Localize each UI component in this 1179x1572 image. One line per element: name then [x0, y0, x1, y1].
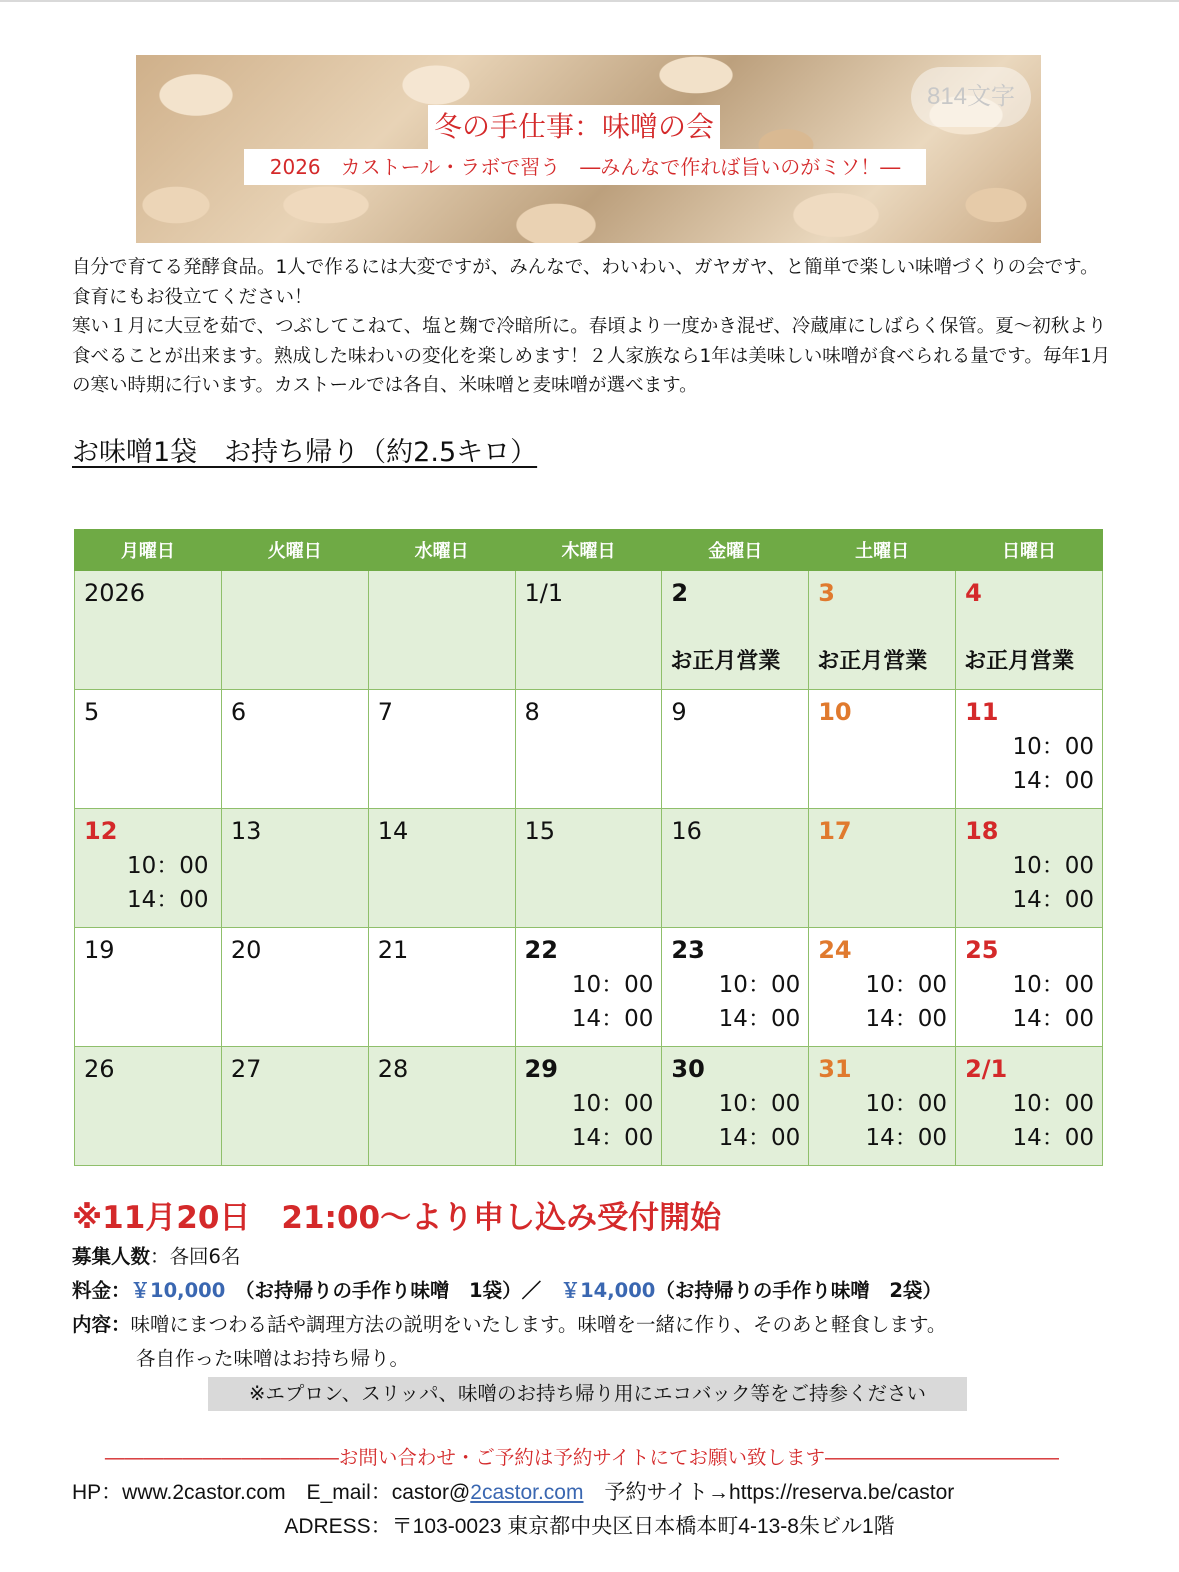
calendar-day-cell	[662, 1047, 809, 1166]
day-number: 30	[671, 1055, 705, 1083]
header-banner-image	[136, 55, 1041, 243]
day-number: 1/1	[524, 579, 564, 607]
email-domain-link[interactable]: 2castor.com	[470, 1481, 584, 1504]
calendar-day-cell	[956, 1047, 1103, 1166]
day-number: 9	[671, 698, 687, 726]
session-times: 10：00 14：00	[865, 972, 948, 1032]
calendar-day-cell	[75, 1047, 222, 1166]
calendar-day-cell	[809, 809, 956, 928]
top-divider	[0, 0, 1179, 2]
contact-divider-text: ――――――――――――お問い合わせ・ご予約は予約サイトにてお願い致します――――――――――――	[104, 1446, 1060, 1469]
calendar-day-cell	[809, 690, 956, 809]
event-title: 冬の手仕事：味噌の会	[428, 105, 720, 149]
hp-email-text: HP：www.2castor.com E_mail：castor@	[72, 1481, 471, 1504]
day-number: 3	[818, 579, 835, 607]
day-number: 29	[524, 1055, 558, 1083]
day-number: 26	[84, 1055, 115, 1083]
calendar-header-row	[75, 530, 1103, 571]
price-one-bag: ￥10,000	[130, 1279, 226, 1302]
calendar-day-cell	[515, 690, 662, 809]
calendar-day-cell	[956, 928, 1103, 1047]
calendar-day-cell	[221, 809, 368, 928]
section-heading: お味噌1袋 お持ち帰り（約2.5キロ）	[72, 437, 538, 468]
calendar-day-cell	[662, 928, 809, 1047]
intro-paragraph: 自分で育てる発酵食品。1人で作るには大変ですが、みんなで、わいわい、ガヤガヤ、と簡単で楽しい味噌づくりの会です。食育にもお役立てください！	[72, 257, 1099, 308]
calendar-day-cell	[221, 571, 368, 690]
calendar-day-cell	[515, 809, 662, 928]
event-subtitle: 2026 カストール・ラボで習う ―みんなで作れば旨いのがミソ！―	[244, 149, 926, 185]
calendar-day-cell	[662, 809, 809, 928]
fee-line	[72, 1274, 942, 1308]
day-number: 25	[965, 936, 999, 964]
day-number: 19	[84, 936, 115, 964]
calendar-day-cell	[368, 1047, 515, 1166]
day-number: 21	[377, 936, 409, 964]
day-number: 2026	[84, 579, 146, 607]
calendar-day-cell	[368, 571, 515, 690]
calendar-week-row	[75, 690, 1103, 809]
session-times: 10：00 14：00	[718, 972, 801, 1032]
day-number: 10	[818, 698, 852, 726]
weekday-header: 日曜日	[956, 530, 1103, 571]
calendar-week-row	[75, 928, 1103, 1047]
bring-items-note: ※エプロン、スリッパ、味噌のお持ち帰り用にエコバック等をご持参ください	[208, 1377, 967, 1411]
day-number: 8	[524, 698, 540, 726]
footer-contacts	[72, 1478, 954, 1508]
weekday-header: 月曜日	[75, 530, 222, 571]
calendar-day-cell	[956, 690, 1103, 809]
calendar-day-cell	[368, 690, 515, 809]
day-number: 11	[965, 698, 999, 726]
intro-text	[72, 253, 1112, 401]
price-two-desc: （お持帰りの手作り味噌 2袋）	[655, 1279, 942, 1302]
day-number: 24	[818, 936, 852, 964]
new-year-hours-note: お正月営業	[670, 649, 781, 674]
capacity-value: 各回6名	[169, 1245, 241, 1268]
capacity-sep: ：	[150, 1245, 170, 1268]
day-number: 2/1	[965, 1055, 1008, 1083]
day-number: 14	[377, 817, 409, 845]
calendar-day-cell	[221, 690, 368, 809]
calendar-day-cell	[515, 1047, 662, 1166]
session-times: 10：00 14：00	[865, 1091, 948, 1151]
weekday-header: 水曜日	[368, 530, 515, 571]
calendar-day-cell	[368, 809, 515, 928]
calendar-day-cell	[662, 690, 809, 809]
session-times: 10：00 14：00	[571, 972, 654, 1032]
calendar-week-row	[75, 1047, 1103, 1166]
registration-announcement: ※11月20日 21:00〜より申し込み受付開始	[72, 1200, 722, 1236]
day-number: 5	[84, 698, 100, 726]
reservation-site-text: 予約サイト→https://reserva.be/castor	[583, 1481, 955, 1504]
session-times: 10：00 14：00	[571, 1091, 654, 1151]
day-number: 27	[230, 1055, 262, 1083]
calendar-day-cell	[368, 928, 515, 1047]
day-number: 13	[230, 817, 262, 845]
intro-paragraph: 寒い１月に大豆を茹で、つぶしてこねて、塩と麹で冷暗所に。春頃より一度かき混ぜ、冷蔵庫にしばらく保管。夏〜初秋より食べることが出来ます。熟成した味わいの変化を楽しめます！２人家族なら1年は美味しい味噌が食べられる量です。毎年1月の寒い時期に行います。カストールでは各自、米味噌と麦味噌が選べます。	[72, 316, 1111, 396]
day-number: 17	[818, 817, 852, 845]
day-number: 18	[965, 817, 999, 845]
calendar-day-cell	[75, 690, 222, 809]
day-number: 23	[671, 936, 705, 964]
calendar-day-cell	[662, 571, 809, 690]
day-number: 6	[230, 698, 247, 726]
calendar-day-cell	[221, 1047, 368, 1166]
calendar-day-cell	[956, 809, 1103, 928]
content-line	[72, 1308, 946, 1342]
day-number: 15	[524, 817, 556, 845]
day-number: 2	[671, 579, 689, 607]
calendar-day-cell	[956, 571, 1103, 690]
capacity-line	[72, 1240, 240, 1274]
character-count-badge: 814文字	[911, 67, 1031, 127]
calendar-day-cell	[75, 571, 222, 690]
session-times: 10：00 14：00	[1012, 1091, 1094, 1151]
day-number: 7	[377, 698, 393, 726]
calendar-table	[74, 529, 1103, 1166]
calendar-week-row	[75, 571, 1103, 690]
calendar-day-cell	[809, 1047, 956, 1166]
weekday-header: 木曜日	[515, 530, 662, 571]
new-year-hours-note: お正月営業	[964, 649, 1075, 674]
new-year-hours-note: お正月営業	[817, 649, 928, 674]
calendar-day-cell	[809, 571, 956, 690]
session-times: 10：00 14：00	[1012, 972, 1094, 1032]
content-sep: ：	[111, 1313, 131, 1336]
session-times: 10：00 14：00	[1012, 853, 1094, 913]
price-one-desc: （お持帰りの手作り味噌 1袋）／	[225, 1279, 561, 1302]
weekday-header: 金曜日	[662, 530, 809, 571]
calendar-day-cell	[809, 928, 956, 1047]
calendar-day-cell	[75, 809, 222, 928]
day-number: 28	[377, 1055, 409, 1083]
content-text: 味噌にまつわる話や調理方法の説明をいたします。味噌を一緒に作り、そのあと軽食します。	[130, 1313, 947, 1336]
day-number: 31	[818, 1055, 852, 1083]
address-line: ADRESS：〒103-0023 東京都中央区日本橋本町4-13-8朱ビル1階	[284, 1515, 895, 1538]
session-times: 10：00 14：00	[1012, 734, 1094, 794]
calendar-week-row	[75, 809, 1103, 928]
calendar-day-cell	[75, 928, 222, 1047]
day-number: 4	[965, 579, 982, 607]
session-times: 10：00 14：00	[718, 1091, 801, 1151]
content-line-2: 各自作った味噌はお持ち帰り。	[136, 1347, 410, 1370]
day-number: 16	[671, 817, 702, 845]
session-times: 10：00 14：00	[127, 853, 209, 913]
fee-sep: ：	[111, 1279, 131, 1302]
calendar-day-cell	[515, 928, 662, 1047]
capacity-label: 募集人数	[72, 1245, 151, 1268]
weekday-header: 土曜日	[809, 530, 956, 571]
calendar-day-cell	[221, 928, 368, 1047]
day-number: 20	[230, 936, 262, 964]
weekday-header: 火曜日	[221, 530, 368, 571]
day-number: 12	[84, 817, 118, 845]
fee-label: 料金	[72, 1279, 112, 1302]
content-label: 内容	[72, 1313, 112, 1336]
day-number: 22	[524, 936, 558, 964]
calendar-day-cell	[515, 571, 662, 690]
price-two-bags: ￥14,000	[560, 1279, 656, 1302]
